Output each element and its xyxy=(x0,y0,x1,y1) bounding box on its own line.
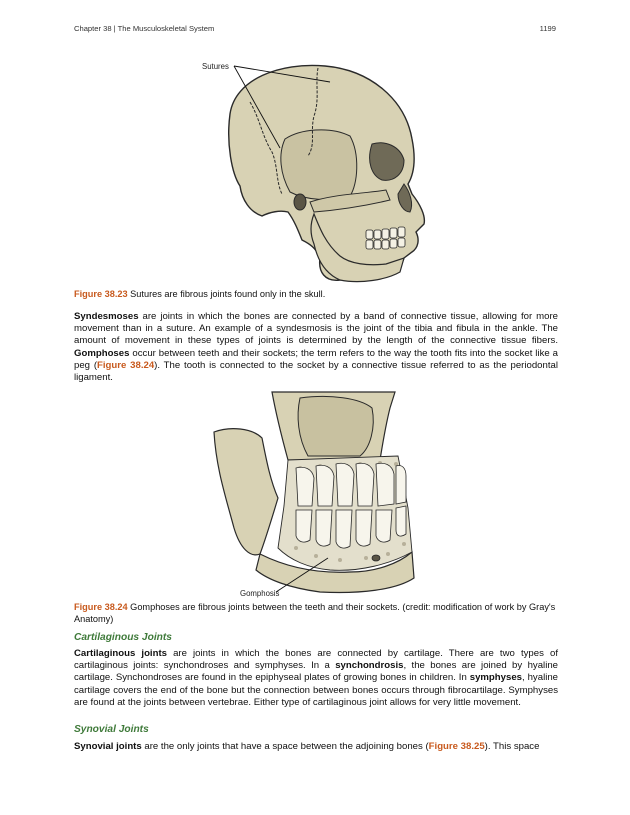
text-span: ). The tooth is connected to the socket by a connective tissue referred to as the periodontal ligament. xyxy=(74,359,558,384)
text-span: ). This space xyxy=(484,741,540,752)
gomphosis-label: Gomphosis xyxy=(240,589,280,598)
figure-38-25-link[interactable]: Figure 38.25 xyxy=(428,741,485,752)
term-gomphoses: Gomphoses xyxy=(74,347,130,359)
maxillary-sinus xyxy=(298,396,373,456)
ear-canal xyxy=(294,194,306,210)
page-number: 1199 xyxy=(539,24,556,33)
section-heading-cartilaginous: Cartilaginous Joints xyxy=(74,632,172,643)
teeth xyxy=(366,227,405,249)
syndesmoses-paragraph xyxy=(74,311,558,384)
text-span: , hyaline cartilage covers the end of the bone but the connection between bones occurs through fibrocartilage. Symphyses are found at the joints between vertebrae. Either type of cartilaginous joint allows for very little movement. xyxy=(74,672,558,708)
figure-38-23-caption xyxy=(74,289,558,301)
text-span: are joints in which the bones are connected by a band of connective tissue, allowing for more movement than in a suture. An example of a syndesmosis is the joint of the tibia and fibula in the ankle. The amount of movement in these types of joints is determined by the length of the connective tissue fibers. xyxy=(74,311,558,347)
term-syndesmoses: Syndesmoses xyxy=(74,311,139,322)
skull-illustration xyxy=(190,44,440,284)
caption-text: Sutures are fibrous joints found only in the skull. xyxy=(127,289,326,299)
mandible-ramus xyxy=(214,429,278,555)
cartilaginous-paragraph xyxy=(74,648,558,709)
caption-text: Gomphoses are fibrous joints between the teeth and their sockets. (credit: modification of work by Gray's Anatomy) xyxy=(74,602,556,624)
text-span: are the only joints that have a space between the adjoining bones ( xyxy=(141,741,429,752)
figure-38-24-link[interactable]: Figure 38.24 xyxy=(97,359,155,371)
text-span: , the bones are joined by hyaline cartilage. Synchondroses are found in the epiphyseal plates of growing bones in children. In xyxy=(74,660,558,684)
jaw-illustration xyxy=(200,388,430,598)
term-symphyses: symphyses xyxy=(469,672,522,684)
section-heading-synovial: Synovial Joints xyxy=(74,724,149,735)
mental-foramen xyxy=(372,555,380,561)
synovial-paragraph xyxy=(74,741,558,753)
caption-figure-ref: Figure 38.24 xyxy=(74,602,128,612)
term-synovial-joints: Synovial joints xyxy=(74,741,142,752)
term-synchondrosis: synchondrosis xyxy=(335,660,404,672)
temporal-bone xyxy=(281,130,357,200)
text-span: occur between teeth and their sockets; the term refers to the way the tooth fits into the socket like a peg ( xyxy=(74,347,558,371)
sutures-label: Sutures xyxy=(202,62,229,71)
term-cartilaginous-joints: Cartilaginous joints xyxy=(74,648,167,659)
figure-38-24-caption xyxy=(74,602,558,625)
running-head xyxy=(74,24,556,33)
text-span: are joints in which the bones are connected by cartilage. There are two types of cartilaginous joints: synchondroses and symphyses. In a xyxy=(74,648,558,672)
chapter-title: Chapter 38 | The Musculoskeletal System xyxy=(74,24,215,33)
caption-figure-ref: Figure 38.23 xyxy=(74,289,128,299)
